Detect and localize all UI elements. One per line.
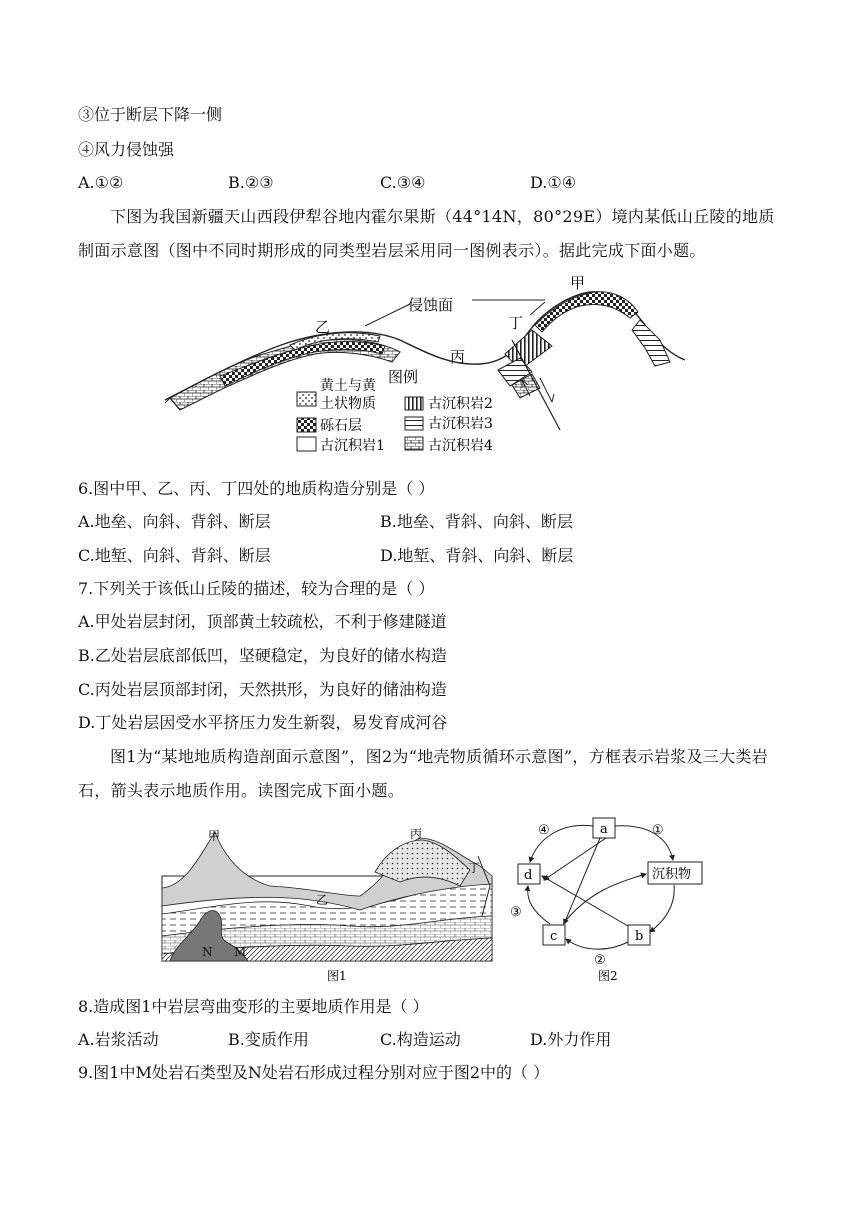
q8-option-c: C.构造运动 <box>380 1030 461 1049</box>
q7-stem: 7.下列关于该低山丘陵的描述，较为合理的是（ ） <box>78 579 435 598</box>
fig2-caption: 图2 <box>598 969 618 983</box>
intro-paragraph-2: 图1为“某地地质构造剖面示意图”，图2为“地壳物质循环示意图”，方框表示岩浆及三大类岩石，箭头表示地质作用。读图完成下面小题。 <box>78 747 768 800</box>
box-sediment: 沉积物 <box>652 867 692 882</box>
fig1-label-bing: 丙 <box>410 827 423 841</box>
rock-cycle-figure-2 <box>508 812 708 984</box>
arrow-label-4: ④ <box>538 823 550 838</box>
q7-option-a: A.甲处岩层封闭，顶部黄土较疏松，不利于修建隧道 <box>78 612 447 631</box>
label-erosion-surface: 侵蚀面 <box>408 296 454 314</box>
legend-ancient-rock-4: 古沉积岩4 <box>428 438 493 454</box>
legend-title: 图例 <box>388 368 419 386</box>
fig1-label-m: M <box>234 945 247 959</box>
legend-ancient-rock-1: 古沉积岩1 <box>320 438 385 454</box>
q8-option-d: D.外力作用 <box>530 1030 612 1049</box>
q6-option-b: B.地垒、背斜、向斜、断层 <box>380 512 573 531</box>
legend-gravel: 砾石层 <box>320 418 362 434</box>
q8-stem: 8.造成图1中岩层弯曲变形的主要地质作用是（ ） <box>78 997 429 1016</box>
legend-ancient-rock-3: 古沉积岩3 <box>428 416 493 432</box>
label-ding: 丁 <box>508 314 524 332</box>
arrow-label-3: ③ <box>510 905 522 920</box>
q6-stem: 6.图中甲、乙、丙、丁四处的地质构造分别是（ ） <box>78 479 435 498</box>
box-a: a <box>600 822 608 837</box>
arrow-label-1: ① <box>652 823 664 838</box>
q5-item3: ③位于断层下降一侧 <box>78 105 223 124</box>
legend-loess-line2: 土状物质 <box>320 396 376 412</box>
q5-item4: ④风力侵蚀强 <box>78 140 175 159</box>
legend-row-3 <box>295 434 515 456</box>
q9-stem: 9.图1中M处岩石类型及N处岩石形成过程分别对应于图2中的（ ） <box>78 1063 550 1082</box>
legend-loess-line1: 黄土与黄 <box>320 378 376 394</box>
label-yi: 乙 <box>315 318 331 336</box>
label-bing: 丙 <box>450 348 466 366</box>
geologic-profile-figure <box>160 270 700 442</box>
q5-option-a: A.①② <box>78 173 124 192</box>
section-figure-1 <box>160 826 510 986</box>
q8-option-b: B.变质作用 <box>228 1030 309 1049</box>
q6-option-c: C.地堑、向斜、背斜、断层 <box>78 546 271 565</box>
intro-paragraph-1: 下图为我国新疆天山西段伊犁谷地内霍尔果斯（44°14N，80°29E）境内某低山丘陵的地质制面示意图（图中不同时期形成的同类型岩层采用同一图例表示）。据此完成下面小题。 <box>78 207 775 260</box>
fig1-label-jia: 甲 <box>208 829 221 843</box>
arrow-label-2: ② <box>594 953 606 968</box>
q7-option-c: C.丙处岩层顶部封闭，天然拱形，为良好的储油构造 <box>78 680 447 699</box>
box-c: c <box>550 929 558 944</box>
q5-option-d: D.①④ <box>530 173 577 192</box>
legend-ancient-rock-2: 古沉积岩2 <box>428 396 493 412</box>
q7-option-b: B.乙处岩层底部低凹，坚硬稳定，为良好的储水构造 <box>78 646 447 665</box>
q5-option-b: B.②③ <box>228 173 274 192</box>
q6-option-d: D.地堑、背斜、向斜、断层 <box>380 546 574 565</box>
box-b: b <box>635 929 644 944</box>
q8-option-a: A.岩浆活动 <box>78 1030 159 1049</box>
q6-option-a: A.地垒、向斜、背斜、断层 <box>78 512 271 531</box>
box-d: d <box>524 868 533 883</box>
fig1-label-n: N <box>202 945 213 959</box>
q7-option-d: D.丁处岩层因受水平挤压力发生新裂，易发育成河谷 <box>78 713 448 732</box>
fig1-caption: 图1 <box>327 969 347 983</box>
q5-option-c: C.③④ <box>380 173 426 192</box>
fig1-label-ding: 丁 <box>468 861 481 875</box>
label-jia: 甲 <box>570 274 586 292</box>
fig1-label-yi: 乙 <box>316 893 329 907</box>
